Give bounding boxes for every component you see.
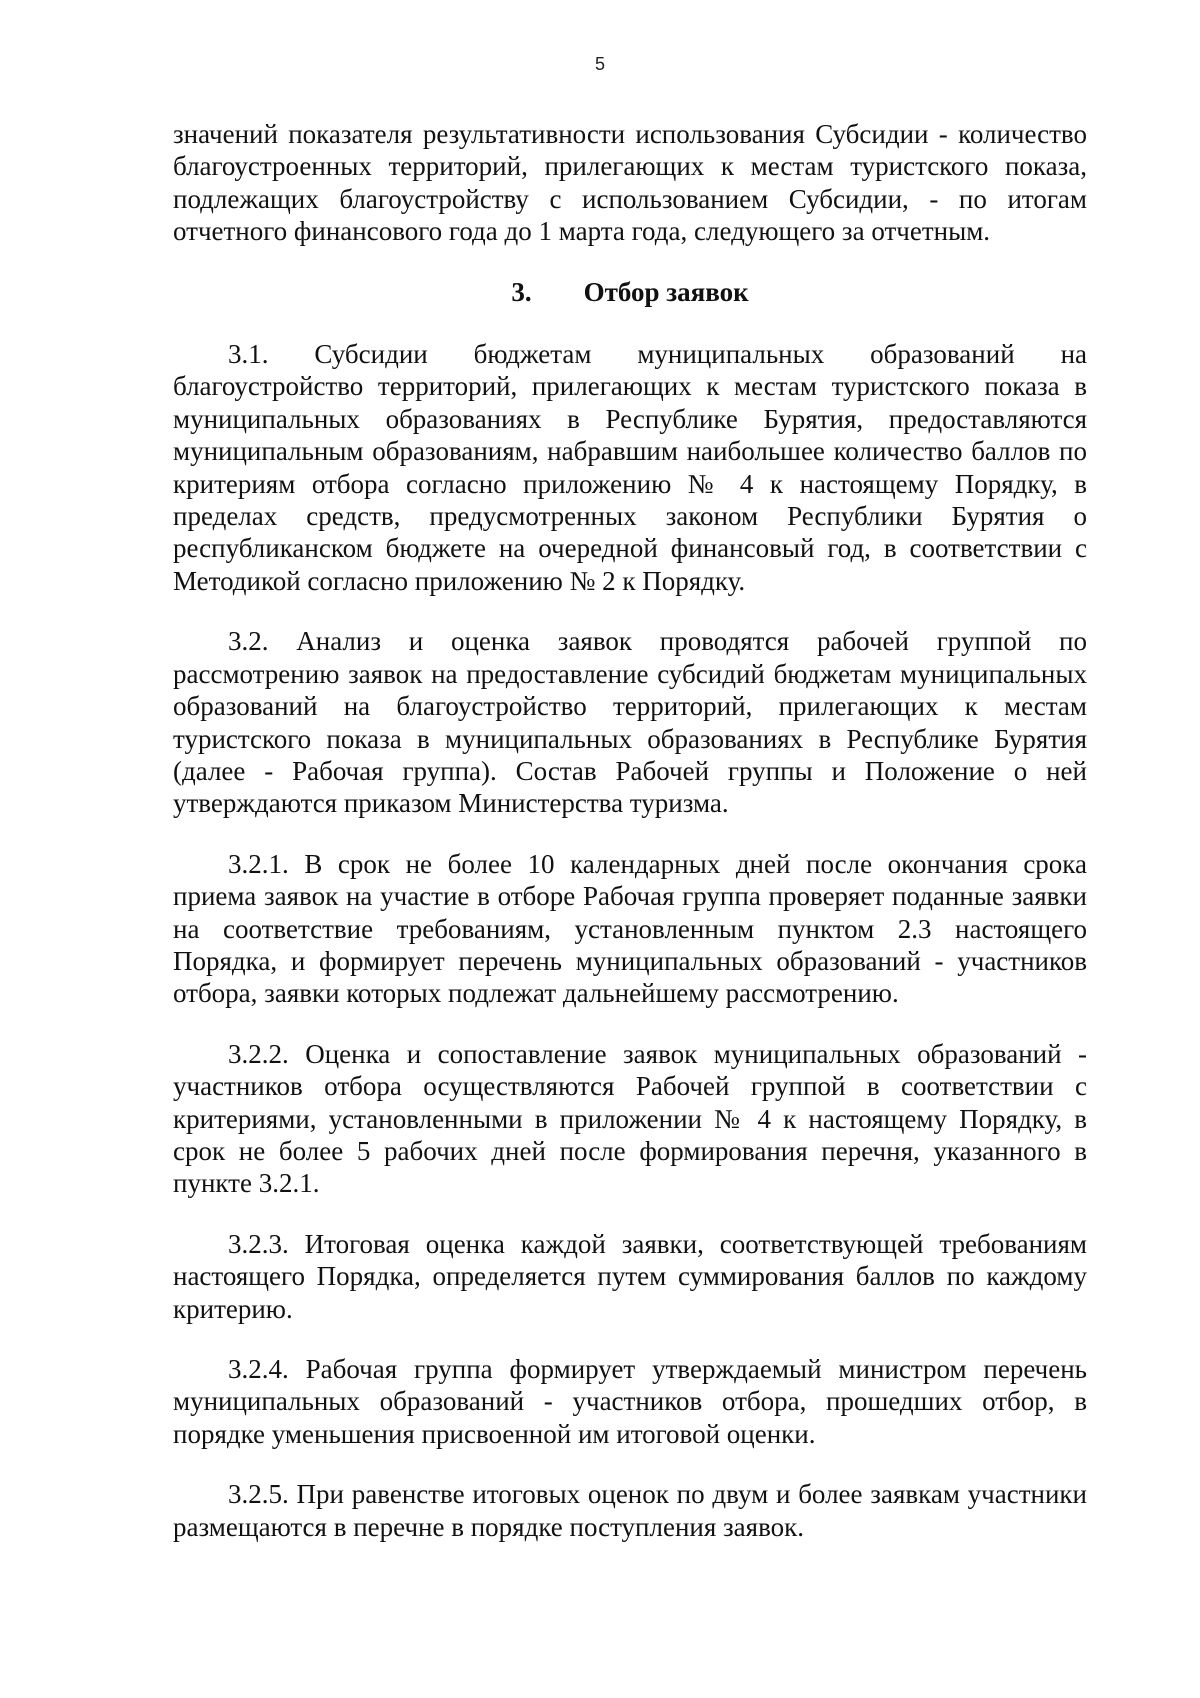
page-number: 5 [594, 54, 605, 74]
paragraph-3-2-1: 3.2.1. В срок не более 10 календарных дней после окончания срока приема заявок на участие в отборе Рабочая группа проверяет поданные заявки на соответствие требованиям, установленным пунктом 2.3 настоящего Порядка, и формирует перечень муниципальных образований - участников отбора, заявки которых подлежат дальнейшему рассмотрению. [173, 848, 1087, 1009]
paragraph-3-2-3: 3.2.3. Итоговая оценка каждой заявки, соответствующей требованиям настоящего Порядка, определяется путем суммирования баллов по каждому критерию. [173, 1228, 1087, 1324]
section-title: Отбор заявок [583, 276, 749, 307]
paragraph-3-2-5: 3.2.5. При равенстве итоговых оценок по двум и более заявкам участники размещаются в перечне в порядке поступления заявок. [173, 1479, 1087, 1542]
section-number: 3. [511, 276, 532, 307]
document-body [173, 118, 1087, 1543]
section-heading [173, 248, 1087, 338]
paragraph-3-1: 3.1. Субсидии бюджетам муниципальных образований на благоустройство территорий, прилегающих к местам туристского показа в муниципальных образованиях в Республике Бурятия, предоставляются муниципальным образованиям, набравшим наибольшее количество баллов по критериям отбора согласно приложению № 4 к настоящему Порядку, в пределах средств, предусмотренных законом Республики Бурятия о республиканском бюджете на очередной финансовый год, в соответствии с Методикой согласно приложению № 2 к Порядку. [173, 339, 1087, 596]
paragraph-3-2: 3.2. Анализ и оценка заявок проводятся рабочей группой по рассмотрению заявок на предоставление субсидий бюджетам муниципальных образований на благоустройство территорий, прилегающих к местам туристского показа в муниципальных образованиях в Республике Бурятия (далее - Рабочая группа). Состав Рабочей группы и Положение о ней утверждаются приказом Министерства туризма. [173, 626, 1087, 819]
paragraph-3-2-2: 3.2.2. Оценка и сопоставление заявок муниципальных образований - участников отбора осуществляются Рабочей группой в соответствии с критериями, установленными в приложении № 4 к настоящему Порядку, в срок не более 5 рабочих дней после формирования перечня, указанного в пункте 3.2.1. [173, 1038, 1087, 1199]
paragraph-continuation: значений показателя результативности использования Субсидии - количество благоустроенных территорий, прилегающих к местам туристского показа, подлежащих благоустройству с использованием Субсидии, - по итогам отчетного финансового года до 1 марта года, следующего за отчетным. [173, 119, 1087, 247]
paragraph-3-2-4: 3.2.4. Рабочая группа формирует утверждаемый министром перечень муниципальных образований - участников отбора, прошедших отбор, в порядке уменьшения присвоенной им итоговой оценки. [173, 1354, 1087, 1449]
